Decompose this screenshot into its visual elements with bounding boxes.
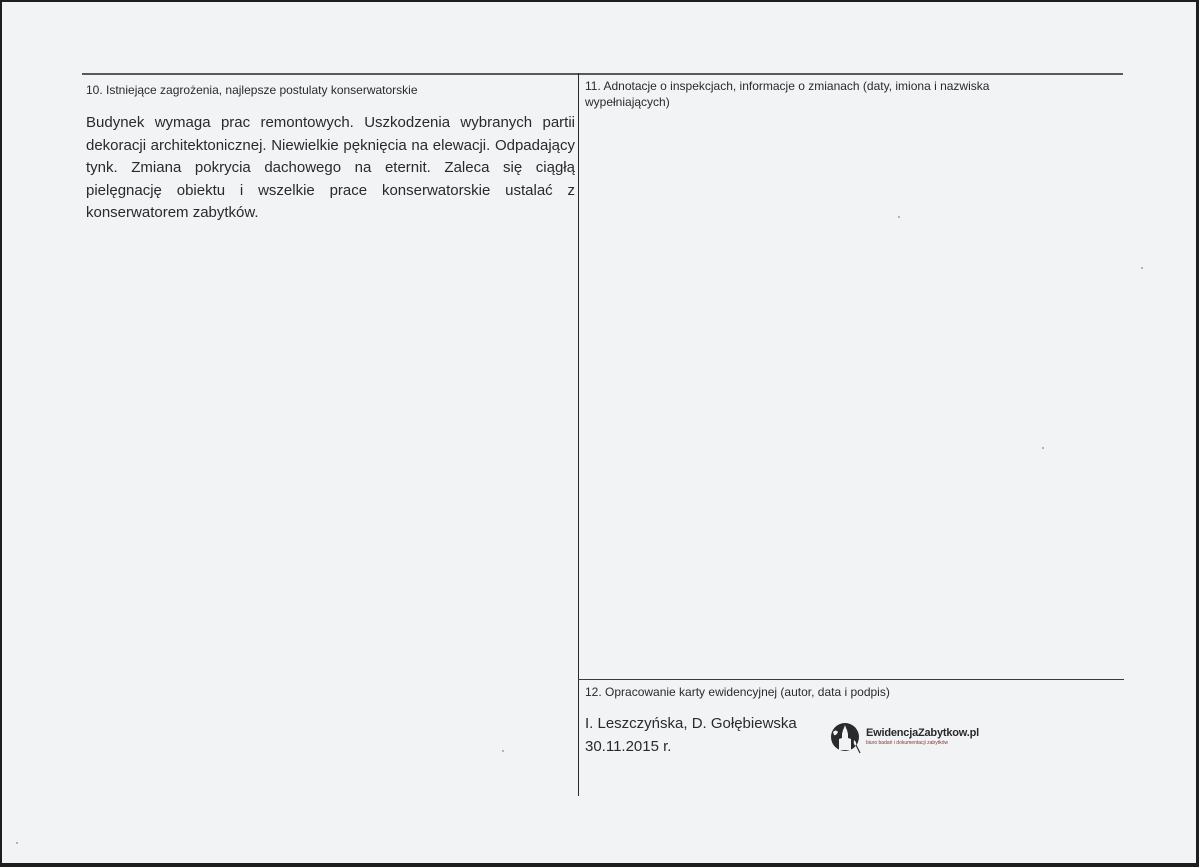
top-rule bbox=[82, 73, 1123, 75]
section-12-rule bbox=[578, 679, 1124, 680]
section-12-date: 30.11.2015 r. bbox=[585, 738, 672, 755]
scan-speck bbox=[1042, 447, 1044, 449]
section-12-label: 12. Opracowanie karty ewidencyjnej (autor, data i podpis) bbox=[585, 685, 890, 699]
document-page bbox=[2, 2, 1196, 863]
logo-title: EwidencjaZabytkow.pl bbox=[866, 727, 979, 739]
logo bbox=[830, 720, 979, 754]
section-12-authors: I. Leszczyńska, D. Gołębiewska bbox=[585, 715, 797, 732]
scan-speck bbox=[898, 216, 900, 218]
logo-subtitle: biuro badań i dokumentacji zabytków bbox=[866, 740, 948, 746]
section-10-label: 10. Istniejące zagrożenia, najlepsze postulaty konserwatorskie bbox=[86, 83, 418, 97]
scan-speck bbox=[1141, 267, 1143, 269]
section-10-body: Budynek wymaga prac remontowych. Uszkodzenia wybranych partii dekoracji architektonicznej. Niewielkie pęknięcia na elewacji. Odpadający tynk. Zmiana pokrycia dachowego na eternit. Zaleca się ciągłą pielęgnację obiektu i wszelkie prace konserwatorskie ustalać z konserwatorem zabytków. bbox=[86, 114, 575, 221]
scan-speck bbox=[16, 842, 18, 844]
column-divider bbox=[578, 73, 579, 796]
building-globe-icon bbox=[830, 720, 862, 754]
scan-speck bbox=[502, 750, 504, 752]
section-11-label: 11. Adnotacje o inspekcjach, informacje o zmianach (daty, imiona i nazwiska wypełniających) bbox=[585, 79, 990, 109]
